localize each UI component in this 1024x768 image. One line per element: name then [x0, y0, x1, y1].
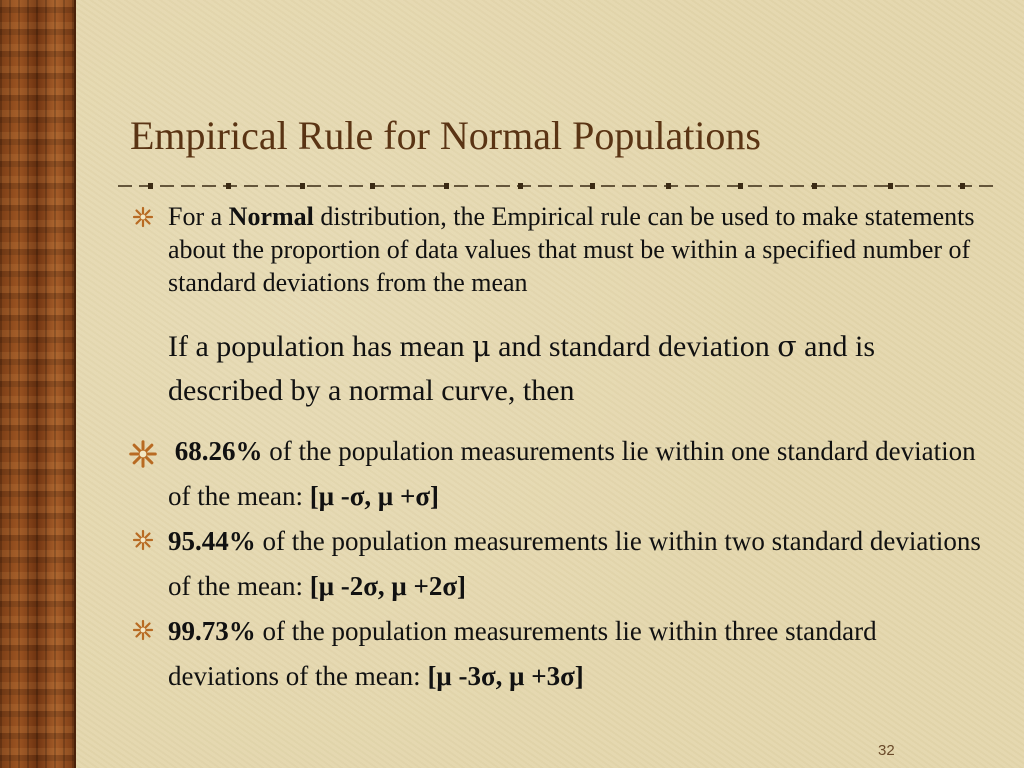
rule-item-two-sd	[130, 519, 990, 609]
rule-description: of the population measurements lie within three standard deviations of the mean:	[168, 616, 877, 691]
normal-bold: Normal	[228, 202, 314, 231]
starburst-bullet-icon	[132, 206, 154, 228]
rule-description: of the population measurements lie within one standard deviation of the mean:	[168, 436, 976, 511]
starburst-bullet-icon	[132, 619, 154, 641]
slide-body	[130, 200, 990, 699]
intro-part1: If a population has mean	[168, 330, 473, 363]
rule-percent: 68.26%	[174, 436, 263, 466]
intro-part2: and standard deviation	[490, 330, 778, 363]
intro-paragraph-item	[130, 325, 990, 413]
mu-symbol: μ	[472, 330, 491, 363]
text-rest: distribution, the Empirical rule can be used to make statements about the proportion of data values that must be within a specified number of standard deviations from the mean	[168, 202, 975, 297]
starburst-bullet-icon	[132, 529, 154, 551]
rule-interval: [μ -2σ, μ +2σ]	[309, 571, 467, 601]
intro-part3: and is described by a normal curve, then	[168, 330, 875, 407]
bullet-normal-distribution	[130, 200, 990, 299]
text-prefix: For a	[168, 202, 229, 231]
bullet-text	[168, 200, 990, 299]
rule-percent: 95.44%	[168, 526, 256, 556]
rule-item-three-sd	[130, 609, 990, 699]
rule-text	[168, 429, 990, 519]
rule-item-one-sd	[130, 429, 990, 519]
starburst-bullet-icon	[128, 439, 158, 469]
rule-text	[168, 609, 990, 699]
rule-percent: 99.73%	[168, 616, 256, 646]
rule-interval: [μ -σ, μ +σ]	[309, 481, 440, 511]
rule-interval: [μ -3σ, μ +3σ]	[427, 661, 584, 691]
title-divider-rule	[118, 183, 994, 189]
intro-paragraph	[168, 325, 990, 413]
wood-texture-sidebar	[0, 0, 76, 768]
page-number: 32	[878, 742, 895, 759]
rule-description: of the population measurements lie within two standard deviations of the mean:	[168, 526, 981, 601]
sigma-symbol: σ	[777, 330, 797, 363]
rule-text	[168, 519, 990, 609]
slide-title: Empirical Rule for Normal Populations	[130, 113, 761, 158]
